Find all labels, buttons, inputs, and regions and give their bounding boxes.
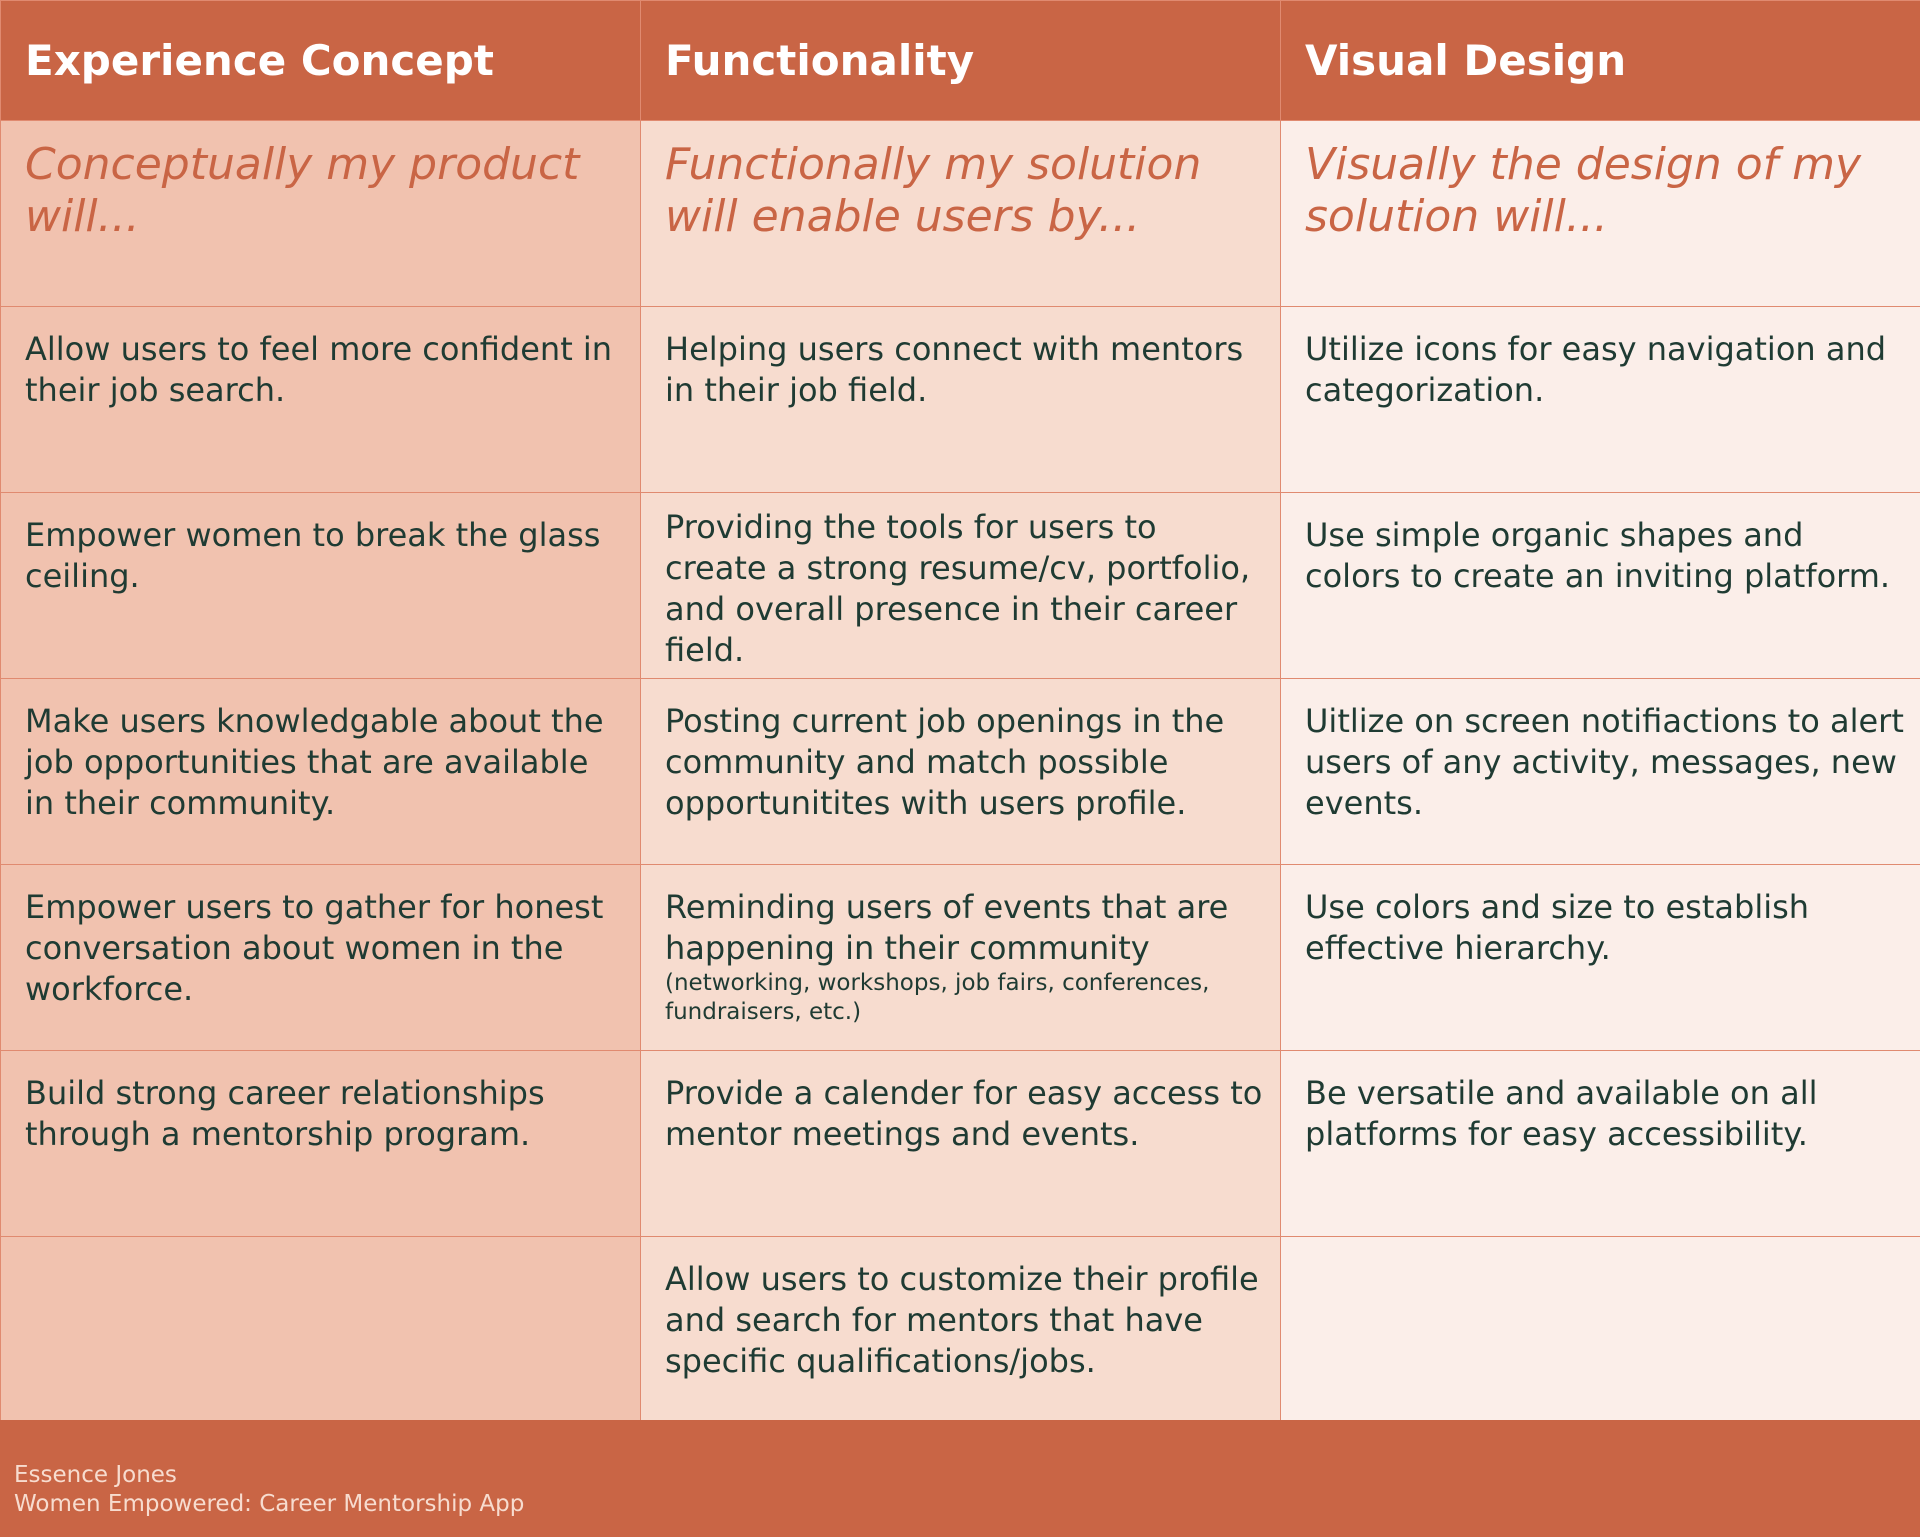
visual-cell: Be versatile and available on all platforms for easy accessibility. — [1281, 1051, 1920, 1237]
table-row — [1, 307, 1920, 493]
table-row — [1, 679, 1920, 865]
intro-visual: Visually the design of my solution will... — [1281, 121, 1920, 307]
footer-author: Essence Jones — [14, 1462, 177, 1488]
table-row — [1, 1051, 1920, 1237]
functionality-cell: Allow users to customize their profile and search for mentors that have specific qualifications/jobs. — [641, 1237, 1281, 1423]
intro-functionality: Functionally my solution will enable users by... — [641, 121, 1281, 307]
header-row — [1, 1, 1920, 121]
table-row — [1, 493, 1920, 679]
concept-cell — [1, 1237, 641, 1423]
visual-cell: Use simple organic shapes and colors to create an inviting platform. — [1281, 493, 1920, 679]
visual-cell: Use colors and size to establish effective hierarchy. — [1281, 865, 1920, 1051]
concept-cell: Empower women to break the glass ceiling. — [1, 493, 641, 679]
visual-cell — [1281, 1237, 1920, 1423]
visual-cell: Uitlize on screen notifiactions to alert users of any activity, messages, new events. — [1281, 679, 1920, 865]
footer-project: Women Empowered: Career Mentorship App — [14, 1491, 525, 1517]
header-functionality: Functionality — [641, 1, 1281, 121]
table-row — [1, 1237, 1920, 1423]
visual-cell: Utilize icons for easy navigation and categorization. — [1281, 307, 1920, 493]
concept-cell: Make users knowledgable about the job opportunities that are available in their community. — [1, 679, 641, 865]
intro-concept: Conceptually my product will... — [1, 121, 641, 307]
functionality-cell: Posting current job openings in the community and match possible opportunitites with users profile. — [641, 679, 1281, 865]
intro-row — [1, 121, 1920, 307]
table-row — [1, 865, 1920, 1051]
concept-cell: Build strong career relationships through a mentorship program. — [1, 1051, 641, 1237]
footer — [0, 1420, 1920, 1537]
functionality-cell — [641, 865, 1281, 1051]
concept-cell: Empower users to gather for honest conversation about women in the workforce. — [1, 865, 641, 1051]
functionality-note: (networking, workshops, job fairs, conferences, fundraisers, etc.) — [665, 970, 1210, 1025]
functionality-text: Reminding users of events that are happening in their community — [665, 888, 1229, 967]
functionality-cell: Providing the tools for users to create a strong resume/cv, portfolio, and overall presence in their career field. — [641, 493, 1281, 679]
header-visual-design: Visual Design — [1281, 1, 1920, 121]
functionality-cell: Provide a calender for easy access to mentor meetings and events. — [641, 1051, 1281, 1237]
concept-cell: Allow users to feel more confident in their job search. — [1, 307, 641, 493]
header-experience-concept: Experience Concept — [1, 1, 641, 121]
functionality-cell: Helping users connect with mentors in their job field. — [641, 307, 1281, 493]
